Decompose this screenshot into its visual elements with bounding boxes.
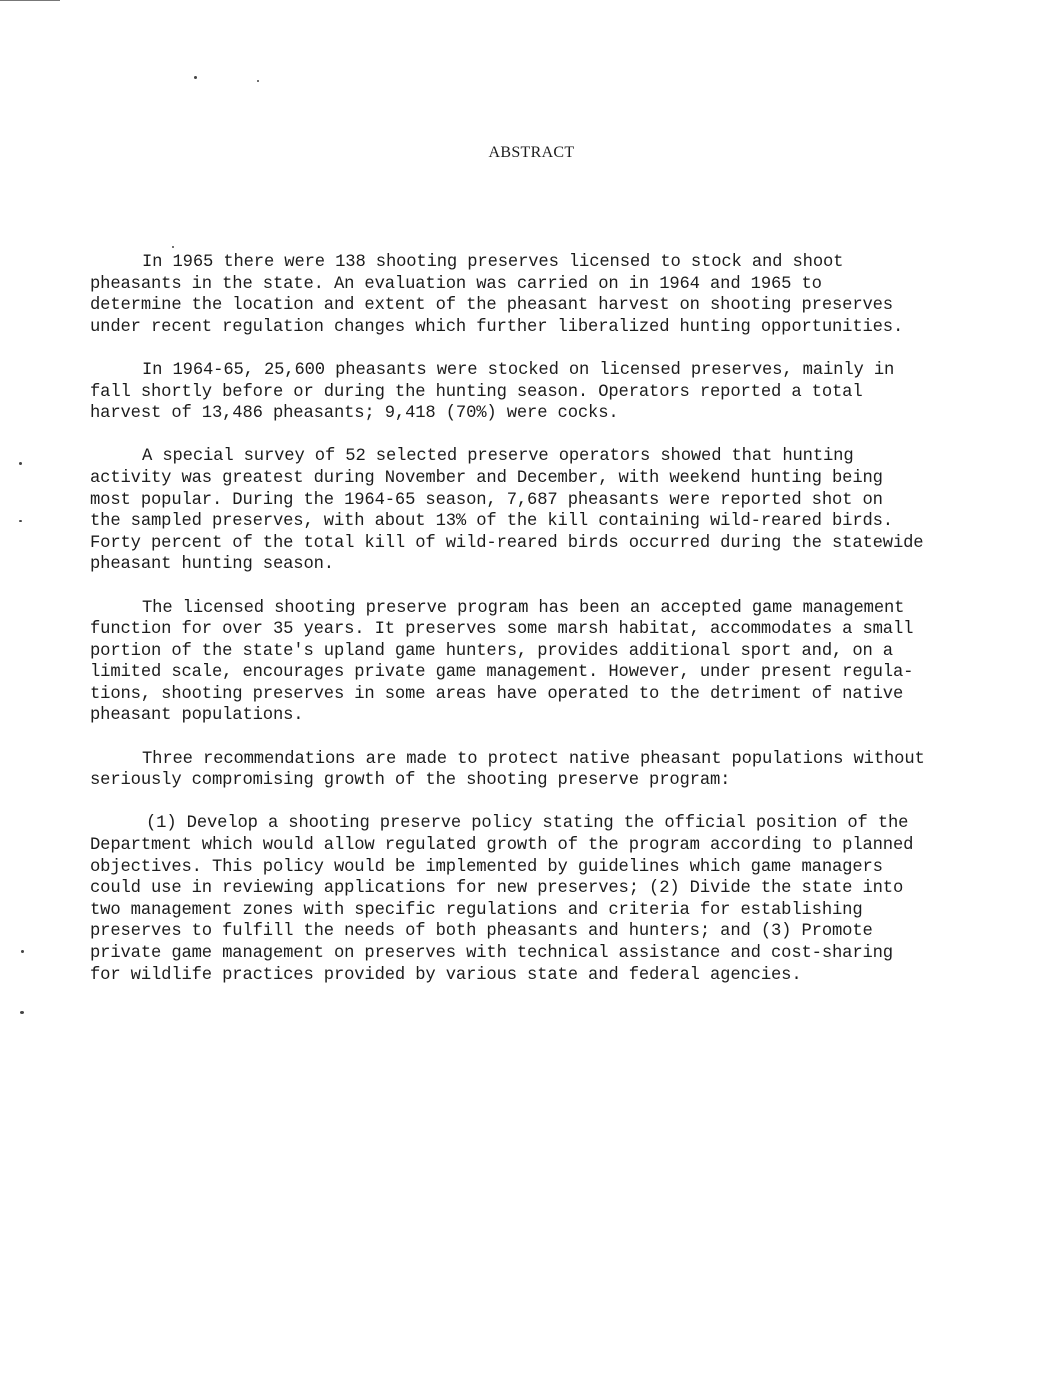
paragraph-recommendations-list: (1) Develop a shooting preserve policy stating the official position of the Department which would allow regulated growth of the program according to planned objectives. This policy would be implemented by guidelines which game managers could use in reviewing applications for new preserves; (2) Divide the state into two management zones with specific regulations and criteria for establishing preserves to fulfill the needs of both pheasants and hunters; and (3) Promote private game management on preserves with technical assistance and cost-sharing for wildlife practices provided by various state and federal agencies. [90, 814, 914, 985]
paragraph-recommendations-intro: Three recommendations are made to protect native pheasant populations without seriously compromising growth of the shooting preserve program: [90, 749, 925, 791]
scan-speck [19, 462, 22, 465]
page-title: ABSTRACT [488, 144, 575, 161]
paragraph-stocking-harvest: In 1964-65, 25,600 pheasants were stocked on licensed preserves, mainly in fall shortly before or during the hunting season. Operators reported a total harvest of 13,486 pheasants; 9,418 (70%) were cocks. [90, 360, 895, 424]
scan-speck [172, 246, 174, 248]
paragraph-program-history: The licensed shooting preserve program has been an accepted game management function for over 35 years. It preserves some marsh habitat, accommodates a small portion of the state's upland game hunters, provides additional sport and, on a limited scale, encourages private game management. However, under present regula- tions, shooting preserves in some areas have operated to the detriment of native pheasant populations. [90, 598, 914, 726]
paragraph-preserves-licensed: In 1965 there were 138 shooting preserves licensed to stock and shoot pheasants in the state. An evaluation was carried on in 1964 and 1965 to determine the location and extent of the pheasant harvest on shooting preserves under recent regulation changes which further liberalized hunting opportunities. [90, 253, 904, 337]
scan-speck [257, 80, 259, 82]
abstract-body [90, 252, 970, 1008]
scan-speck [194, 76, 197, 79]
scan-speck [19, 520, 22, 522]
paragraph-special-survey: A special survey of 52 selected preserve operators showed that hunting activity was greatest during November and December, with weekend hunting being most popular. During the 1964-65 season, 7,687 pheasants were reported shot on the sampled preserves, with about 13% of the kill containing wild-reared birds. Forty percent of the total kill of wild-reared birds occurred during the statewide pheasant hunting season. [90, 447, 924, 575]
scan-speck [20, 1011, 24, 1014]
scan-speck [21, 950, 24, 953]
scan-edge-line [0, 0, 60, 1]
